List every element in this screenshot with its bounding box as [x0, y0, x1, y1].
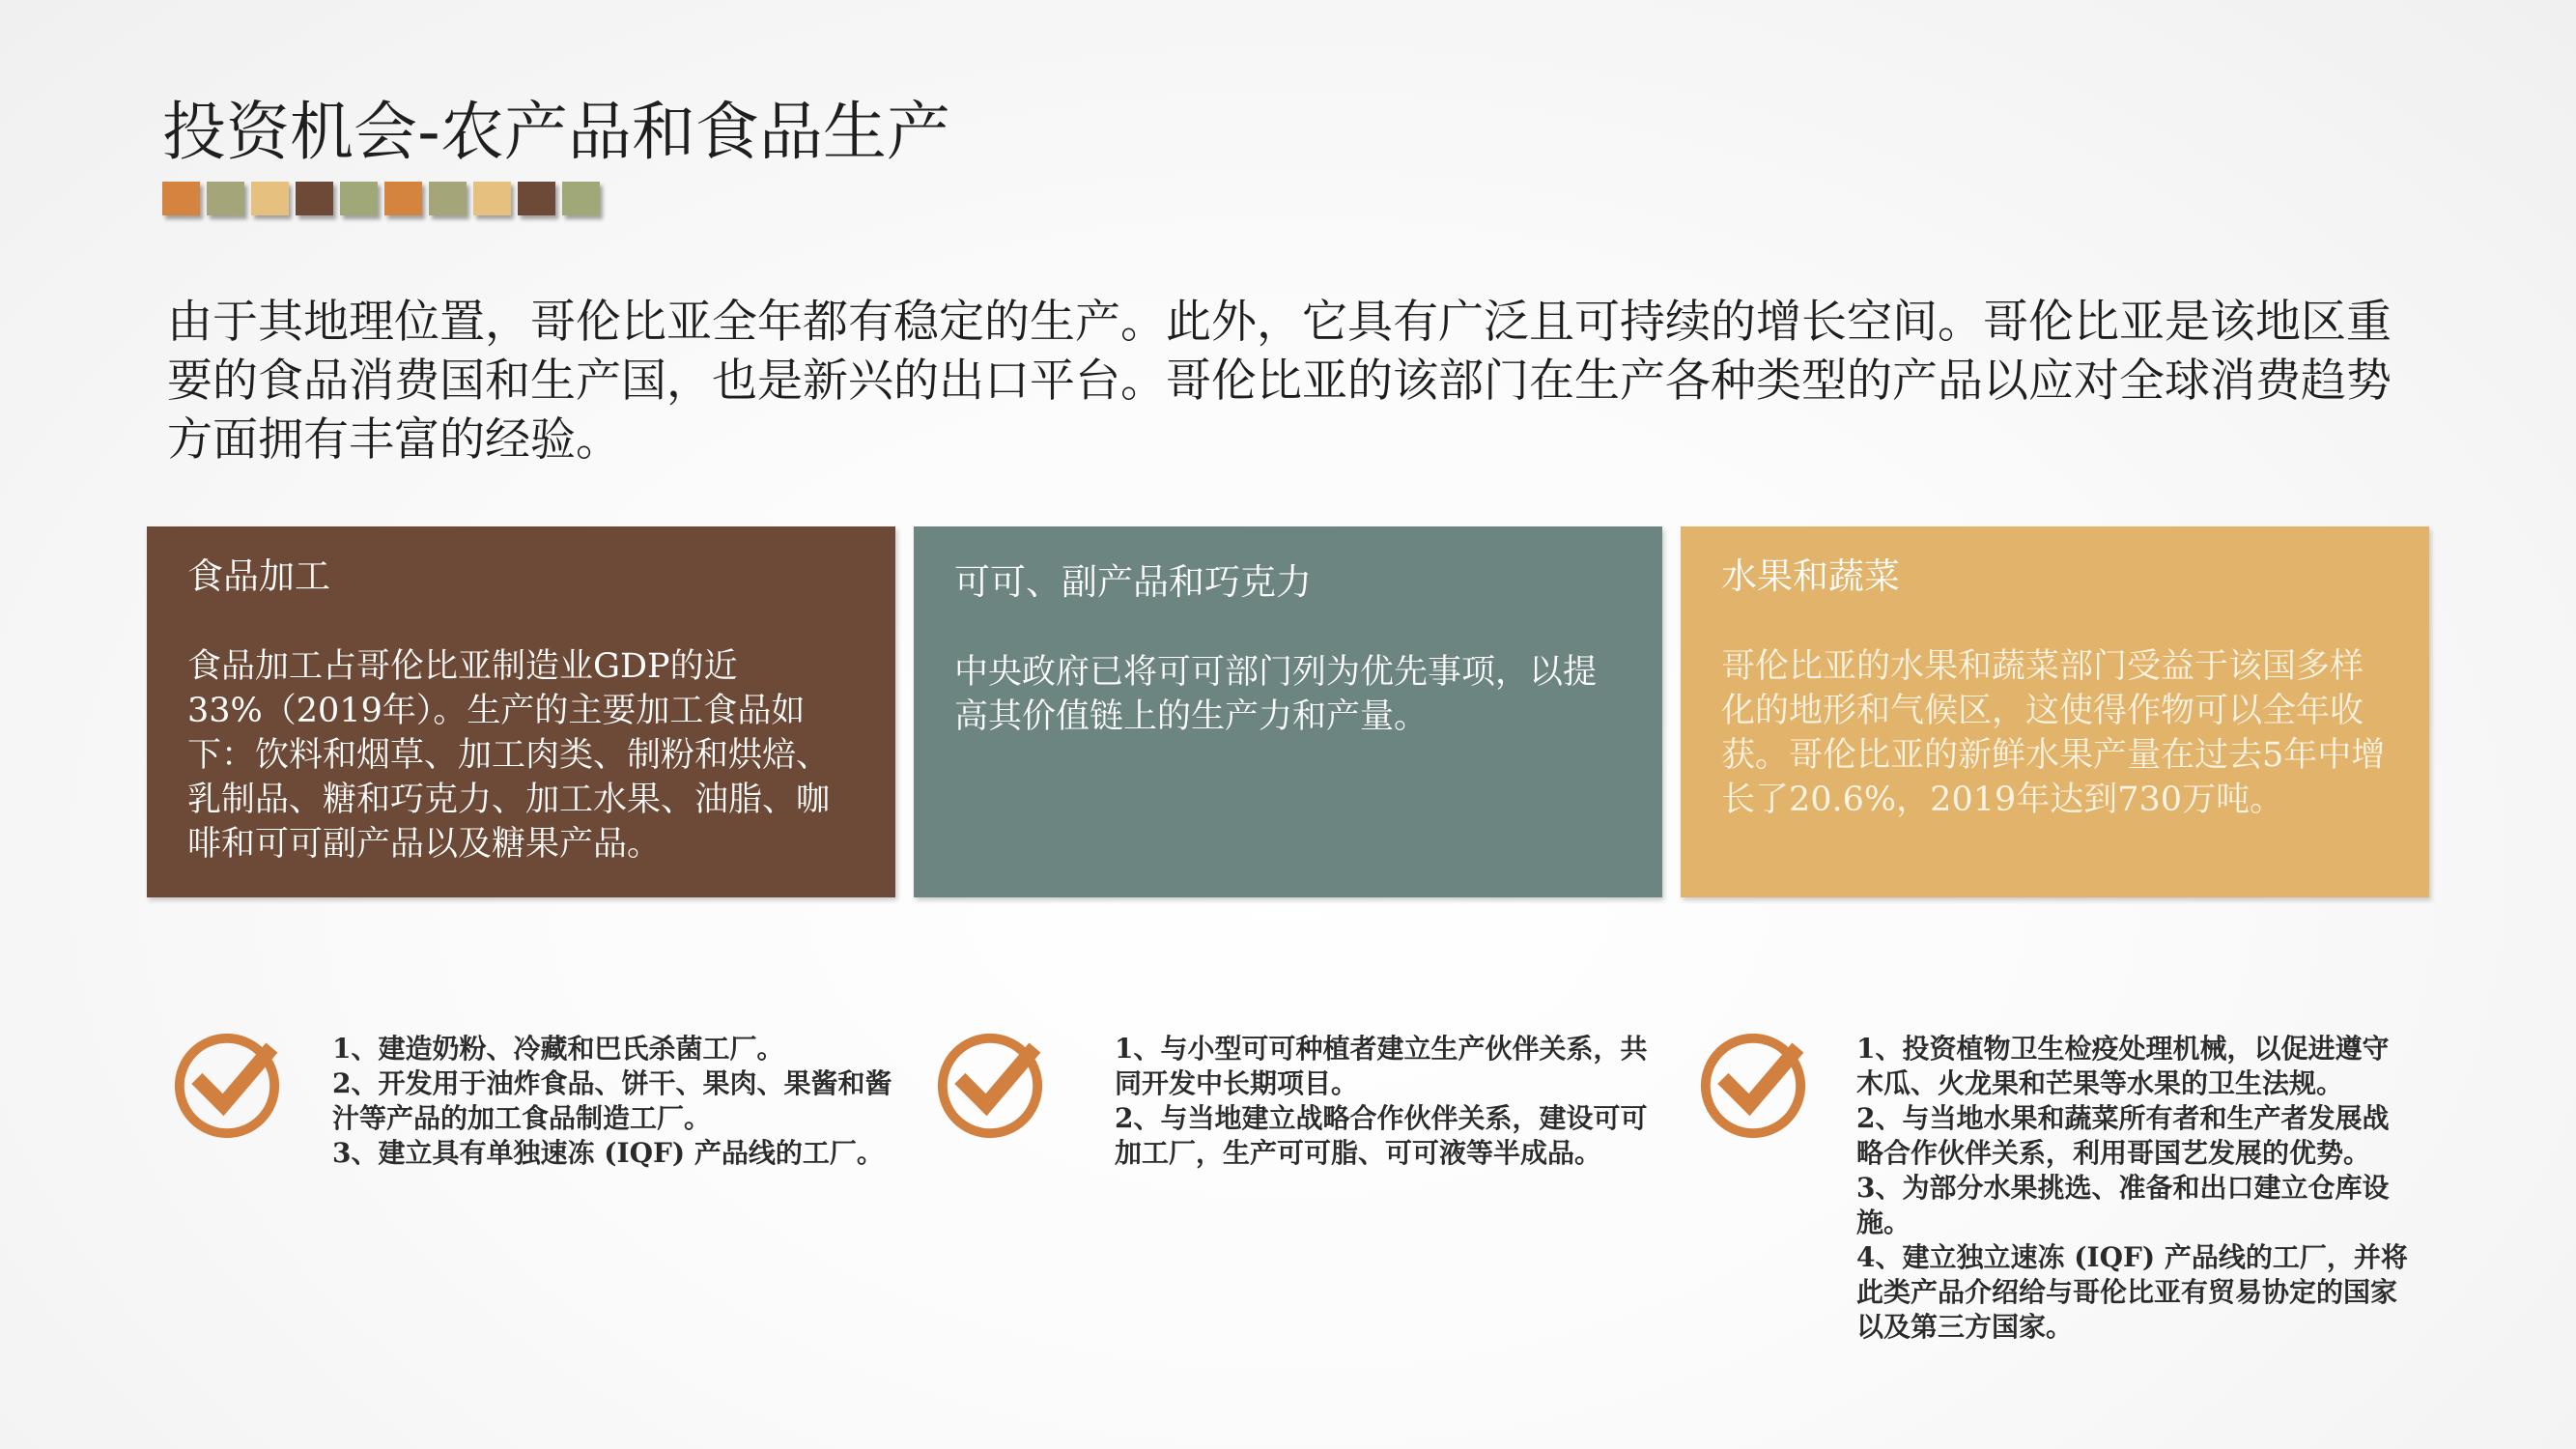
- opportunity-list-fruits: [1856, 1032, 2409, 1345]
- card-title: 食品加工: [187, 555, 330, 597]
- opportunity-list-food-processing: [332, 1032, 912, 1171]
- color-swatch: [473, 182, 511, 215]
- list-item: 2、开发用于油炸食品、饼干、果肉、果酱和酱汁等产品的加工食品制造工厂。: [332, 1067, 892, 1134]
- color-swatch: [207, 182, 244, 215]
- list-item: 4、建立独立速冻 (IQF) 产品线的工厂，并将此类产品介绍给与哥伦比亚有贸易协定的国家以及第三方国家。: [1856, 1241, 2408, 1343]
- check-circle-icon: [933, 1029, 1047, 1143]
- page-title: 投资机会-农产品和食品生产: [162, 95, 950, 169]
- list-item: 1、建造奶粉、冷藏和巴氏杀菌工厂。: [332, 1033, 784, 1065]
- list-item: 3、为部分水果挑选、准备和出口建立仓库设施。: [1856, 1172, 2390, 1238]
- list-item: 3、建立具有单独速冻 (IQF) 产品线的工厂。: [332, 1137, 884, 1169]
- card-title: 水果和蔬菜: [1721, 555, 1900, 597]
- intro-paragraph: 由于其地理位置，哥伦比亚全年都有稳定的生产。此外，它具有广泛且可持续的增长空间。哥伦比亚是该地区重要的食品消费国和生产国，也是新兴的出口平台。哥伦比亚的该部门在生产各种类型的产品以应对全球消费趋势方面拥有丰富的经验。: [167, 296, 2392, 467]
- color-swatch: [429, 182, 467, 215]
- list-item: 2、与当地水果和蔬菜所有者和生产者发展战略合作伙伴关系，利用哥国艺发展的优势。: [1856, 1102, 2390, 1169]
- color-swatch: [340, 182, 378, 215]
- color-swatch-bar: [162, 182, 600, 215]
- color-swatch: [162, 182, 200, 215]
- list-item: 1、投资植物卫生检疫处理机械，以促进遵守木瓜、火龙果和芒果等水果的卫生法规。: [1856, 1033, 2390, 1099]
- check-circle-icon: [1696, 1029, 1810, 1143]
- card-title: 可可、副产品和巧克力: [954, 561, 1312, 603]
- list-item: 2、与当地建立战略合作伙伴关系，建设可可加工厂，生产可可脂、可可液等半成品。: [1115, 1102, 1648, 1169]
- card-food-processing: [147, 526, 895, 897]
- card-fruits-vegetables: [1681, 526, 2429, 897]
- color-swatch: [251, 182, 289, 215]
- check-circle-icon: [170, 1029, 284, 1143]
- list-item: 1、与小型可可种植者建立生产伙伴关系，共同开发中长期项目。: [1115, 1033, 1648, 1099]
- card-body: 哥伦比亚的水果和蔬菜部门受益于该国多样化的地形和气候区，这使得作物可以全年收获。哥伦比亚的新鲜水果产量在过去5年中增长了20.6%，2019年达到730万吨。: [1721, 647, 2386, 819]
- color-swatch: [296, 182, 333, 215]
- card-body: 食品加工占哥伦比亚制造业GDP的近33%（2019年）。生产的主要加工食品如下：饮料和烟草、加工肉类、制粉和烘焙、乳制品、糖和巧克力、加工水果、油脂、咖啡和可可副产品以及糖果产品。: [187, 647, 831, 864]
- color-swatch: [562, 182, 600, 215]
- opportunity-list-cocoa: [1115, 1032, 1652, 1171]
- card-body: 中央政府已将可可部门列为优先事项，以提高其价值链上的生产力和产量。: [954, 653, 1598, 736]
- card-cocoa: [914, 526, 1662, 897]
- color-swatch: [518, 182, 555, 215]
- color-swatch: [384, 182, 422, 215]
